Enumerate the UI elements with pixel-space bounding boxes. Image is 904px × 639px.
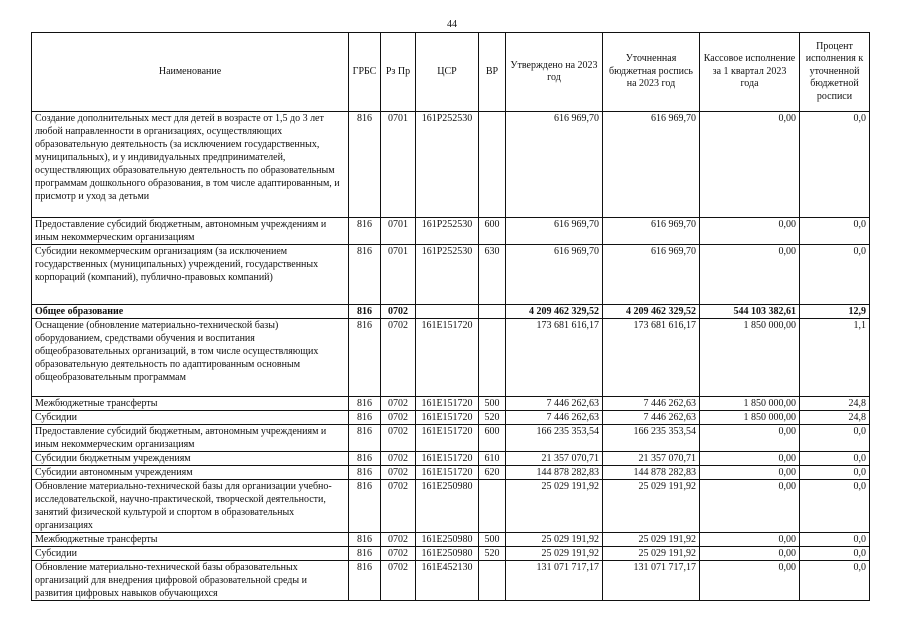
- table-row: [32, 397, 870, 411]
- cell-percent: 0,0: [800, 561, 870, 601]
- cell-percent: 0,0: [800, 466, 870, 480]
- cell-cash: 0,00: [700, 466, 800, 480]
- table-row: [32, 480, 870, 533]
- cell-refined: 616 969,70: [603, 112, 700, 218]
- header-rzpr: Рз Пр: [381, 33, 416, 112]
- cell-approved: 166 235 353,54: [506, 425, 603, 452]
- cell-csr: 161E151720: [416, 411, 479, 425]
- cell-approved: 616 969,70: [506, 245, 603, 305]
- cell-rzpr: 0702: [381, 533, 416, 547]
- cell-rzpr: 0702: [381, 452, 416, 466]
- header-vr: ВР: [479, 33, 506, 112]
- cell-csr: 161E151720: [416, 425, 479, 452]
- cell-approved: 173 681 616,17: [506, 319, 603, 397]
- table-row: [32, 561, 870, 601]
- cell-cash: 0,00: [700, 547, 800, 561]
- cell-name: Обновление материально-технической базы образовательных организаций для внедрения цифровой образовательной среды и развития цифровых навыков обучающихся: [32, 561, 349, 601]
- budget-table: [31, 32, 870, 601]
- cell-refined: 21 357 070,71: [603, 452, 700, 466]
- cell-rzpr: 0702: [381, 466, 416, 480]
- cell-cash: 0,00: [700, 561, 800, 601]
- header-percent: Процент исполнения к уточненной бюджетной росписи: [800, 33, 870, 112]
- cell-rzpr: 0702: [381, 411, 416, 425]
- header-approved: Утверждено на 2023 год: [506, 33, 603, 112]
- cell-vr: 500: [479, 397, 506, 411]
- cell-vr: 600: [479, 425, 506, 452]
- cell-vr: 520: [479, 547, 506, 561]
- cell-csr: 161E250980: [416, 547, 479, 561]
- cell-approved: 25 029 191,92: [506, 480, 603, 533]
- table-header-row: [32, 33, 870, 112]
- cell-csr: 161E151720: [416, 466, 479, 480]
- cell-grbs: 816: [349, 411, 381, 425]
- cell-name: Создание дополнительных мест для детей в возрасте от 1,5 до 3 лет любой направленности в организациях, осуществляющих образовательную деятельность (за исключением государственных, муниципальных), и у индивидуальных предпринимателей, осуществляющих образовательную деятельность по образовательным программам дошкольного образования, в том числе адаптированным, и присмотр и уход за детьми: [32, 112, 349, 218]
- cell-approved: 21 357 070,71: [506, 452, 603, 466]
- cell-percent: 0,0: [800, 218, 870, 245]
- cell-approved: 4 209 462 329,52: [506, 305, 603, 319]
- header-name: Наименование: [32, 33, 349, 112]
- cell-vr: [479, 112, 506, 218]
- cell-rzpr: 0702: [381, 397, 416, 411]
- table-row: [32, 218, 870, 245]
- cell-rzpr: 0702: [381, 547, 416, 561]
- cell-name: Предоставление субсидий бюджетным, автономным учреждениям и иным некоммерческим организациям: [32, 425, 349, 452]
- cell-percent: 24,8: [800, 411, 870, 425]
- cell-percent: 0,0: [800, 112, 870, 218]
- header-grbs: ГРБС: [349, 33, 381, 112]
- cell-name: Субсидии бюджетным учреждениям: [32, 452, 349, 466]
- cell-cash: 544 103 382,61: [700, 305, 800, 319]
- cell-cash: 0,00: [700, 533, 800, 547]
- cell-name: Межбюджетные трансферты: [32, 533, 349, 547]
- cell-csr: 161P252530: [416, 245, 479, 305]
- table-row: [32, 425, 870, 452]
- cell-approved: 144 878 282,83: [506, 466, 603, 480]
- cell-percent: 0,0: [800, 547, 870, 561]
- cell-approved: 7 446 262,63: [506, 397, 603, 411]
- header-csr: ЦСР: [416, 33, 479, 112]
- cell-vr: 520: [479, 411, 506, 425]
- cell-grbs: 816: [349, 218, 381, 245]
- table-row: [32, 547, 870, 561]
- cell-csr: 161E250980: [416, 533, 479, 547]
- cell-approved: 7 446 262,63: [506, 411, 603, 425]
- cell-refined: 7 446 262,63: [603, 411, 700, 425]
- cell-vr: [479, 319, 506, 397]
- cell-rzpr: 0701: [381, 218, 416, 245]
- page-number: 44: [447, 19, 457, 30]
- table-row: [32, 466, 870, 480]
- cell-cash: 1 850 000,00: [700, 411, 800, 425]
- cell-approved: 616 969,70: [506, 112, 603, 218]
- cell-vr: [479, 561, 506, 601]
- cell-grbs: 816: [349, 561, 381, 601]
- cell-percent: 0,0: [800, 533, 870, 547]
- cell-name: Субсидии автономным учреждениям: [32, 466, 349, 480]
- cell-percent: 0,0: [800, 425, 870, 452]
- cell-vr: 600: [479, 218, 506, 245]
- cell-percent: 0,0: [800, 452, 870, 466]
- cell-vr: 500: [479, 533, 506, 547]
- cell-approved: 25 029 191,92: [506, 547, 603, 561]
- cell-percent: 24,8: [800, 397, 870, 411]
- cell-cash: 0,00: [700, 425, 800, 452]
- cell-csr: 161E452130: [416, 561, 479, 601]
- cell-name: Субсидии: [32, 547, 349, 561]
- cell-refined: 616 969,70: [603, 245, 700, 305]
- cell-cash: 0,00: [700, 218, 800, 245]
- cell-grbs: 816: [349, 245, 381, 305]
- cell-refined: 7 446 262,63: [603, 397, 700, 411]
- cell-percent: 12,9: [800, 305, 870, 319]
- cell-name: Субсидии некоммерческим организациям (за исключением государственных (муниципальных) учреждений, государственных корпораций (компаний), публично-правовых компаний): [32, 245, 349, 305]
- table-row: [32, 319, 870, 397]
- table-row: [32, 452, 870, 466]
- header-cash: Кассовое исполнение за 1 квартал 2023 года: [700, 33, 800, 112]
- cell-name: Обновление материально-технической базы для организации учебно-исследовательской, научно-практической, творческой деятельности, занятий физической культурой и спортом в образовательных организациях: [32, 480, 349, 533]
- cell-grbs: 816: [349, 319, 381, 397]
- cell-grbs: 816: [349, 452, 381, 466]
- cell-grbs: 816: [349, 397, 381, 411]
- cell-percent: 1,1: [800, 319, 870, 397]
- cell-name: Оснащение (обновление материально-технической базы) оборудованием, средствами обучения и воспитания общеобразовательных организаций, в том числе осуществляющих образовательную деятельность по адаптированным основным общеобразовательным программам: [32, 319, 349, 397]
- cell-grbs: 816: [349, 480, 381, 533]
- cell-grbs: 816: [349, 466, 381, 480]
- cell-name: Субсидии: [32, 411, 349, 425]
- cell-refined: 25 029 191,92: [603, 547, 700, 561]
- cell-grbs: 816: [349, 305, 381, 319]
- cell-vr: 610: [479, 452, 506, 466]
- cell-grbs: 816: [349, 533, 381, 547]
- cell-grbs: 816: [349, 425, 381, 452]
- cell-cash: 0,00: [700, 112, 800, 218]
- table-body: [32, 112, 870, 601]
- cell-grbs: 816: [349, 547, 381, 561]
- cell-rzpr: 0701: [381, 245, 416, 305]
- cell-refined: 4 209 462 329,52: [603, 305, 700, 319]
- cell-percent: 0,0: [800, 480, 870, 533]
- cell-cash: 1 850 000,00: [700, 397, 800, 411]
- cell-csr: [416, 305, 479, 319]
- header-refined: Уточненная бюджетная роспись на 2023 год: [603, 33, 700, 112]
- cell-refined: 616 969,70: [603, 218, 700, 245]
- cell-csr: 161E151720: [416, 452, 479, 466]
- cell-csr: 161E151720: [416, 397, 479, 411]
- cell-refined: 166 235 353,54: [603, 425, 700, 452]
- table-row: [32, 533, 870, 547]
- cell-refined: 131 071 717,17: [603, 561, 700, 601]
- cell-grbs: 816: [349, 112, 381, 218]
- cell-refined: 25 029 191,92: [603, 533, 700, 547]
- table-row: [32, 112, 870, 218]
- cell-approved: 616 969,70: [506, 218, 603, 245]
- cell-vr: 630: [479, 245, 506, 305]
- cell-cash: 0,00: [700, 480, 800, 533]
- cell-rzpr: 0702: [381, 480, 416, 533]
- cell-csr: 161E250980: [416, 480, 479, 533]
- cell-rzpr: 0702: [381, 425, 416, 452]
- cell-name: Межбюджетные трансферты: [32, 397, 349, 411]
- cell-vr: [479, 305, 506, 319]
- cell-refined: 144 878 282,83: [603, 466, 700, 480]
- cell-refined: 173 681 616,17: [603, 319, 700, 397]
- cell-rzpr: 0702: [381, 561, 416, 601]
- cell-name: Предоставление субсидий бюджетным, автономным учреждениям и иным некоммерческим организациям: [32, 218, 349, 245]
- cell-approved: 25 029 191,92: [506, 533, 603, 547]
- table-row: [32, 245, 870, 305]
- table-row: [32, 411, 870, 425]
- cell-percent: 0,0: [800, 245, 870, 305]
- cell-approved: 131 071 717,17: [506, 561, 603, 601]
- cell-cash: 0,00: [700, 452, 800, 466]
- cell-vr: [479, 480, 506, 533]
- cell-vr: 620: [479, 466, 506, 480]
- cell-rzpr: 0702: [381, 319, 416, 397]
- cell-csr: 161P252530: [416, 218, 479, 245]
- cell-cash: 1 850 000,00: [700, 319, 800, 397]
- cell-cash: 0,00: [700, 245, 800, 305]
- cell-rzpr: 0702: [381, 305, 416, 319]
- cell-csr: 161E151720: [416, 319, 479, 397]
- cell-csr: 161P252530: [416, 112, 479, 218]
- cell-rzpr: 0701: [381, 112, 416, 218]
- cell-name: Общее образование: [32, 305, 349, 319]
- cell-refined: 25 029 191,92: [603, 480, 700, 533]
- table-row: [32, 305, 870, 319]
